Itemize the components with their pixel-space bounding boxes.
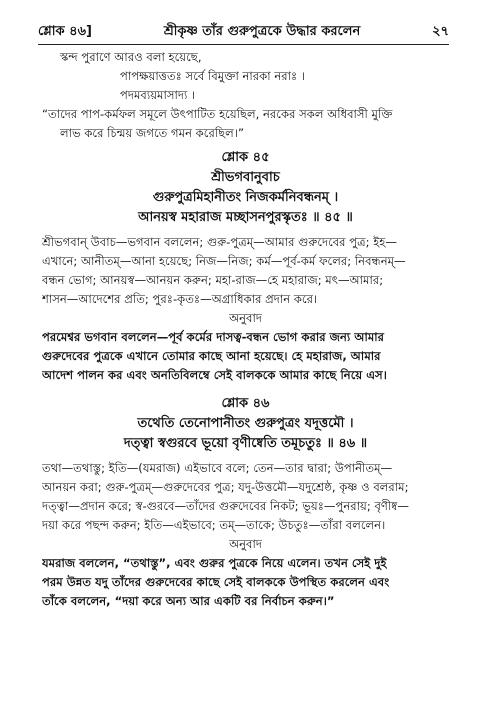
sloka-46-translation-3: তাঁকে বললেন, “দয়া করে অন্য আর একটি বর নির্বাচন করুন।” <box>42 594 335 608</box>
sloka-45-heading: শ্লোক ৪৫ <box>221 150 270 165</box>
sloka-45-translation-1: পরমেশ্বর ভগবান বললেন—পূর্ব কর্মের দাসত্ব-বন্ধন ভোগ করার জন্য আমার <box>42 330 385 344</box>
sloka-46-words-2: আনয়ন করা; গুরু-পুত্রম্—গুরুদেবের পুত্র; যদু-উত্তমৌ—যদুশ্রেষ্ঠ, কৃষ্ণ ও বলরাম; <box>42 480 409 494</box>
sloka-45-words-1: শ্রীভগবান্ উবাচ—ভগবান বললেন; গুরু-পুত্রম্—আমার গুরুদেবের পুত্র; ইহ— <box>42 235 397 249</box>
quote-line-2: পদমব্যয়মাসাদ্য । <box>120 88 196 102</box>
intro-translation-2: লাভ করে চিন্ময় জগতে গমন করেছিল।” <box>60 126 244 140</box>
sloka-45-words-4: শাসন—আদেশের প্রতি; পুরঃ-কৃতঃ—অগ্রাধিকার প্রদান করে। <box>42 292 318 306</box>
intro-translation-1: “তাদের পাপ-কর্মফল সমূলে উৎপাটিত হয়েছিল, নরকের সকল অধিবাসী মুক্তি <box>42 107 393 121</box>
sloka-45-words-3: বন্ধন ভোগ; আনয়স্ব—আনয়ন করুন; মহা-রাজ—হে মহারাজ; মৎ—আমার; <box>42 273 384 287</box>
page-body <box>42 48 449 611</box>
sloka-46-anuvad-label: অনুবাদ <box>229 537 262 551</box>
sloka-46-translation-1: যমরাজ বললেন, “তথাস্তু”, এবং গুরুর পুত্রকে নিয়ে এলেন। তখন সেই দুই <box>42 556 387 570</box>
sloka-45-words-2: এখানে; আনীতম্—আনা হয়েছে; নিজ—নিজ; কর্ম—পূর্ব-কর্ম ফলের; নিবন্ধনম্— <box>42 254 406 268</box>
sloka-45-anuvad-label: অনুবাদ <box>229 311 262 325</box>
sloka-45-translation-2: গুরুদেবের পুত্রকে এখানে তোমার কাছে আনা হয়েছে। হে মহারাজ, আমার <box>42 349 381 363</box>
sloka-46-heading: শ্লোক ৪৬ <box>221 396 270 411</box>
sloka-45-verse-1: গুরুপুত্রমিহানীতং নিজকর্মনিবন্ধনম্ । <box>152 190 339 205</box>
sloka-46-words-1: তথা—তথাস্তু; ইতি—(যমরাজ) এইভাবে বলে; তেন—তার দ্বারা; উপানীতম্— <box>42 461 393 475</box>
header-verse-ref: শ্লোক ৪৬] <box>38 24 92 39</box>
quote-line-1: পাপক্ষয়াত্ততঃ সর্বে বিমুক্তা নারকা নরাঃ । <box>120 69 306 83</box>
header-title: শ্রীকৃষ্ণ তাঁর গুরুপুত্রকে উদ্ধার করলেন <box>163 24 361 39</box>
sloka-45-verse-2: আনয়স্ব মহারাজ মচ্ছাসনপুরস্কৃতঃ ॥ ৪৫ ॥ <box>138 210 353 225</box>
sloka-46-words-4: দয়া করে পছন্দ করুন; ইতি—এইভাবে; তম্—তাকে; উচতুঃ—তাঁরা বললেন। <box>42 518 386 532</box>
running-header <box>38 22 449 44</box>
sloka-45-translation-3: আদেশ পালন কর এবং অনতিবিলম্বে সেই বালককে আমার কাছে নিয়ে এস। <box>42 368 387 382</box>
header-rule <box>38 44 449 45</box>
intro-line: স্কন্দ পুরাণে আরও বলা হয়েছে, <box>60 50 202 64</box>
sloka-45-speaker: শ্রীভগবানুবাচ <box>211 170 280 185</box>
page-number: ২৭ <box>432 24 449 39</box>
sloka-46-translation-2: পরম উন্নত যদু তাঁদের গুরুদেবের কাছে সেই বালককে উপস্থিত করলেন এবং <box>42 575 390 589</box>
sloka-46-verse-2: দত্ত্বা স্বগুরবে ভূয়ো বৃণীষ্বেতি তমূচতুঃ ॥ ৪৬ ॥ <box>123 436 368 451</box>
sloka-46-words-3: দত্ত্বা—প্রদান করে; স্ব-গুরবে—তাঁদের গুরুদেবের নিকট; ভূয়ঃ—পুনরায়; বৃণীষ্ব— <box>42 499 409 513</box>
sloka-46-verse-1: তথেতি তেনোপানীতং গুরুপুত্রং যদূত্তমৌ । <box>137 416 354 431</box>
